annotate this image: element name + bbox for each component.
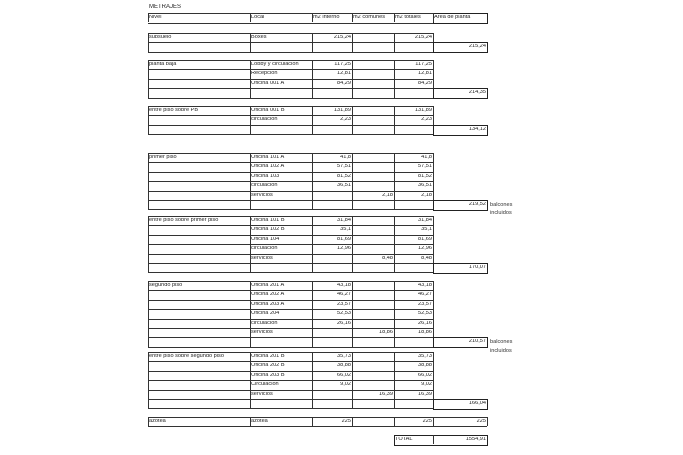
azotea-column-line bbox=[487, 417, 488, 426]
total-label: TOTAL bbox=[395, 437, 413, 442]
local-cell: Oficina 204 bbox=[251, 311, 280, 317]
column-line bbox=[148, 281, 149, 347]
interno-cell: 81,69 bbox=[337, 236, 351, 242]
interno-cell: 117,25 bbox=[334, 62, 351, 67]
row-line bbox=[148, 200, 433, 201]
header-m2-comunes: m2 comunes bbox=[353, 15, 386, 20]
balcones-note: balcones incluidos bbox=[490, 201, 513, 217]
interno-cell: 57,51 bbox=[337, 164, 351, 170]
comunes-cell bbox=[352, 311, 394, 318]
azotea-totales: 225 bbox=[422, 419, 432, 424]
row-line bbox=[148, 328, 433, 329]
header-area-box bbox=[433, 13, 488, 24]
comunes-cell bbox=[352, 237, 394, 244]
row-line bbox=[148, 319, 433, 320]
comunes-cell bbox=[352, 71, 394, 78]
azotea-interno: 225 bbox=[341, 419, 351, 424]
local-cell: Oficina 102 B bbox=[251, 227, 285, 233]
totales-cell: 117,25 bbox=[415, 62, 432, 67]
area-value: 214,35 bbox=[468, 90, 486, 96]
azotea-bottom-line bbox=[148, 426, 487, 427]
row-line bbox=[148, 162, 433, 163]
totales-cell: 31,84 bbox=[418, 218, 432, 223]
nivel-label: primer piso bbox=[149, 155, 177, 160]
totales-cell: 2,18 bbox=[421, 192, 432, 198]
local-cell: Recepcion bbox=[251, 71, 278, 77]
local-cell: Oficina 104 bbox=[251, 236, 280, 242]
interno-cell: 38,88 bbox=[337, 363, 351, 369]
nivel-label: entre piso sobre primer piso bbox=[149, 218, 219, 223]
totales-cell: 23,57 bbox=[418, 301, 432, 307]
local-cell: Circulacion bbox=[251, 382, 279, 388]
totales-cell: 12,96 bbox=[418, 246, 432, 252]
totales-cell: 35,73 bbox=[418, 354, 432, 359]
interno-cell: 23,57 bbox=[337, 301, 351, 307]
comunes-cell bbox=[352, 174, 394, 181]
totales-cell: 35,1 bbox=[421, 227, 432, 233]
local-cell: Oficina 201 B bbox=[251, 354, 285, 359]
comunes-cell bbox=[352, 246, 394, 253]
header-nivel: Nivel bbox=[149, 15, 162, 20]
local-cell: servicios bbox=[251, 255, 273, 261]
row-line bbox=[148, 209, 433, 210]
row-line bbox=[148, 281, 433, 282]
header-column-line bbox=[433, 13, 434, 22]
interno-cell: 46,27 bbox=[337, 292, 351, 298]
local-cell: servicios bbox=[251, 391, 273, 397]
row-line bbox=[148, 347, 433, 348]
interno-cell: 9,02 bbox=[340, 382, 351, 388]
azotea-comunes bbox=[352, 419, 394, 426]
totales-cell: 2,23 bbox=[421, 117, 432, 123]
comunes-cell bbox=[352, 155, 394, 162]
comunes-cell: 8,48 bbox=[382, 255, 393, 261]
local-cell: circulacion bbox=[251, 183, 278, 189]
comunes-cell bbox=[352, 354, 394, 361]
interno-cell: 52,53 bbox=[337, 311, 351, 317]
totales-cell: 66,02 bbox=[418, 372, 432, 378]
interno-cell bbox=[312, 392, 352, 399]
comunes-cell bbox=[352, 363, 394, 370]
row-line bbox=[148, 254, 433, 255]
row-line bbox=[148, 380, 433, 381]
row-line bbox=[148, 191, 433, 192]
interno-cell: 84,29 bbox=[337, 80, 351, 86]
comunes-cell bbox=[352, 81, 394, 88]
interno-cell: 35,73 bbox=[337, 354, 351, 359]
totales-cell: 81,69 bbox=[418, 236, 432, 242]
azotea-top-line bbox=[148, 417, 487, 418]
header-column-line bbox=[312, 13, 313, 22]
row-line bbox=[148, 98, 433, 99]
comunes-cell bbox=[352, 164, 394, 171]
totales-cell: 36,51 bbox=[418, 183, 432, 189]
local-cell: servicios bbox=[251, 330, 273, 335]
local-cell: Oficina 202 B bbox=[251, 363, 285, 369]
totales-cell: 12,81 bbox=[418, 71, 432, 77]
total-value: 1554,91 bbox=[465, 437, 486, 442]
row-line bbox=[148, 33, 433, 34]
totales-cell: 26,16 bbox=[418, 320, 432, 326]
interno-cell: 26,16 bbox=[337, 320, 351, 326]
local-cell: Oficina 201 A bbox=[251, 283, 285, 288]
interno-cell: 12,96 bbox=[337, 246, 351, 252]
interno-cell: 215,24 bbox=[333, 35, 351, 40]
interno-cell: 131,89 bbox=[333, 108, 351, 113]
local-cell: Boxes bbox=[251, 35, 267, 40]
comunes-cell bbox=[352, 35, 394, 42]
local-cell: circulacion bbox=[251, 320, 278, 326]
row-line bbox=[148, 42, 433, 43]
nivel-label: entre piso sobre PB bbox=[149, 108, 199, 113]
row-line bbox=[148, 225, 433, 226]
row-line bbox=[148, 399, 433, 400]
row-line bbox=[148, 172, 433, 173]
row-line bbox=[148, 244, 433, 245]
totales-cell: 43,18 bbox=[418, 283, 432, 288]
area-value: 170,07 bbox=[468, 265, 486, 270]
totales-cell: 81,52 bbox=[418, 173, 432, 179]
header-area-de-planta: Area de planta bbox=[434, 15, 471, 20]
header-column-line bbox=[250, 13, 251, 22]
comunes-cell bbox=[352, 117, 394, 124]
row-line bbox=[148, 153, 433, 154]
row-line bbox=[148, 88, 433, 89]
balcones-note: balcones incluidos bbox=[490, 338, 513, 354]
local-cell: Oficina 001 B bbox=[251, 108, 285, 113]
area-value: 215,24 bbox=[468, 44, 486, 50]
interno-cell: 2,23 bbox=[340, 117, 351, 123]
interno-cell: 36,51 bbox=[337, 183, 351, 189]
row-line bbox=[148, 125, 433, 126]
totales-cell: 215,24 bbox=[414, 35, 432, 40]
header-m2-totales: m2 totales bbox=[395, 15, 421, 20]
comunes-cell: 2,18 bbox=[382, 192, 393, 198]
comunes-cell bbox=[352, 382, 394, 389]
nivel-label: subsuelo bbox=[149, 35, 172, 40]
azotea-nivel: azotea bbox=[149, 419, 166, 424]
totales-cell: 131,89 bbox=[414, 108, 432, 113]
local-cell: Lobby y circulacion bbox=[251, 62, 299, 67]
row-line bbox=[148, 69, 433, 70]
interno-cell: 66,02 bbox=[337, 372, 351, 378]
row-line bbox=[148, 290, 433, 291]
local-cell: Oficina 203 A bbox=[251, 301, 285, 307]
area-value: 210,57 bbox=[468, 339, 486, 345]
header-column-line bbox=[394, 13, 395, 22]
local-cell: Oficina 001 A bbox=[251, 80, 285, 86]
area-value: 166,04 bbox=[468, 401, 486, 406]
interno-cell: 43,18 bbox=[337, 283, 351, 288]
comunes-cell bbox=[352, 227, 394, 234]
totales-cell: 57,51 bbox=[418, 164, 432, 170]
local-cell: Oficina 203 B bbox=[251, 372, 285, 378]
area-value: 134,12 bbox=[468, 126, 486, 132]
row-line bbox=[148, 52, 433, 53]
row-line bbox=[148, 235, 433, 236]
comunes-cell bbox=[352, 302, 394, 309]
row-line bbox=[148, 371, 433, 372]
local-cell: Oficina 101 A bbox=[251, 155, 285, 160]
header-column-line bbox=[148, 13, 149, 22]
row-line bbox=[148, 181, 433, 182]
interno-cell: 12,81 bbox=[337, 71, 351, 77]
row-line bbox=[148, 337, 433, 338]
area-value: 219,52 bbox=[468, 202, 486, 207]
row-line bbox=[148, 390, 433, 391]
local-cell: Oficina 101 B bbox=[251, 218, 285, 223]
interno-cell: 31,84 bbox=[337, 218, 351, 223]
comunes-cell bbox=[352, 283, 394, 290]
totales-cell: 38,88 bbox=[418, 363, 432, 369]
row-line bbox=[148, 216, 433, 217]
totales-cell: 41,8 bbox=[421, 155, 432, 160]
row-line bbox=[148, 106, 433, 107]
comunes-cell bbox=[352, 183, 394, 190]
nivel-label: planta baja bbox=[149, 62, 177, 67]
interno-cell bbox=[312, 330, 352, 337]
totales-cell: 84,29 bbox=[418, 80, 432, 86]
row-line bbox=[148, 300, 433, 301]
comunes-cell bbox=[352, 292, 394, 299]
interno-cell: 81,52 bbox=[337, 173, 351, 179]
totales-cell: 52,53 bbox=[418, 311, 432, 317]
row-line bbox=[148, 134, 433, 135]
comunes-cell bbox=[352, 321, 394, 328]
header-top-line bbox=[148, 13, 433, 14]
interno-cell: 41,8 bbox=[340, 155, 351, 160]
comunes-cell bbox=[352, 373, 394, 380]
interno-cell bbox=[312, 193, 352, 200]
header-local: Local bbox=[251, 15, 265, 20]
comunes-cell: 16,39 bbox=[379, 391, 393, 397]
totales-cell: 46,27 bbox=[418, 292, 432, 298]
local-cell: Oficina 103 bbox=[251, 173, 280, 179]
local-cell: circulacion bbox=[251, 117, 278, 123]
row-line bbox=[148, 361, 433, 362]
local-cell: servicios bbox=[251, 192, 273, 198]
local-cell: circulacion bbox=[251, 246, 278, 252]
comunes-cell bbox=[352, 108, 394, 115]
interno-cell: 35,1 bbox=[340, 227, 351, 233]
row-line bbox=[148, 115, 433, 116]
interno-cell bbox=[312, 256, 352, 263]
row-line bbox=[148, 408, 433, 409]
local-cell: Oficina 202 A bbox=[251, 292, 285, 298]
local-cell: Oficina 102 A bbox=[251, 164, 285, 170]
totales-cell: 16,39 bbox=[418, 391, 432, 397]
comunes-cell bbox=[352, 62, 394, 69]
totales-cell: 18,86 bbox=[418, 330, 432, 335]
totales-cell: 9,02 bbox=[421, 382, 432, 388]
nivel-label: entre piso sobre segundo piso bbox=[149, 354, 224, 359]
row-line bbox=[148, 309, 433, 310]
row-line bbox=[148, 263, 433, 264]
row-line bbox=[148, 79, 433, 80]
nivel-label: segundo piso bbox=[149, 283, 183, 288]
header-column-line bbox=[352, 13, 353, 22]
row-line bbox=[148, 60, 433, 61]
azotea-area: 225 bbox=[476, 419, 486, 424]
row-line bbox=[148, 352, 433, 353]
comunes-cell bbox=[352, 218, 394, 225]
header-m2-interno: m2 interno bbox=[313, 15, 340, 20]
row-line bbox=[148, 272, 433, 273]
totales-cell: 8,48 bbox=[421, 255, 432, 261]
azotea-local: azotea bbox=[251, 419, 268, 424]
sheet-title: METRAJES bbox=[149, 4, 182, 10]
comunes-cell: 18,86 bbox=[379, 330, 393, 335]
